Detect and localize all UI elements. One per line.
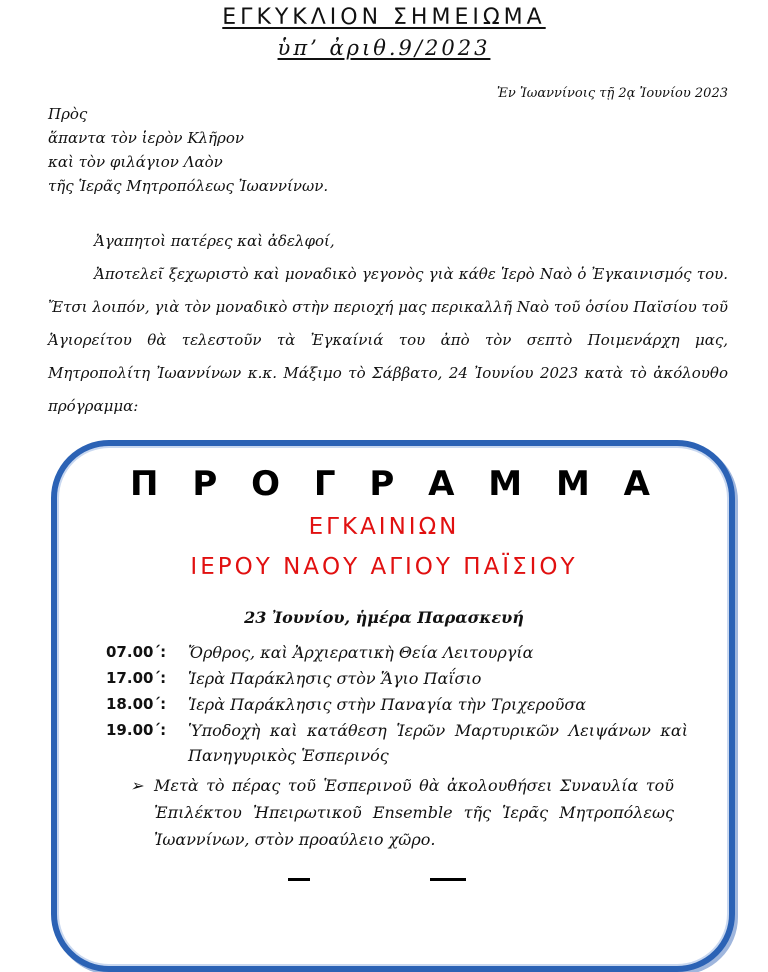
program-title-letter: Ρ	[369, 464, 395, 504]
program-title	[130, 464, 650, 504]
schedule-time: 07.00΄:	[106, 643, 167, 661]
address-line-1: Πρὸς	[48, 105, 88, 123]
program-title-letter: Π	[130, 464, 159, 504]
schedule-text: Ὄρθρος, καὶ Ἀρχιερατικὴ Θεία Λειτουργία	[188, 643, 534, 662]
program-title-letter: Α	[623, 464, 650, 504]
letter-paragraph: Ἀποτελεῖ ξεχωριστὸ καὶ μοναδικὸ γεγονὸς γιὰ κάθε Ἱερὸ Ναὸ ὁ Ἐγκαινισμός του. Ἔτσι λοιπόν, γιὰ τὸν μοναδικὸ στὴν περιοχή μας περικαλλῆ Ναὸ τοῦ ὁσίου Παϊσίου τοῦ Ἁγιορείτου θὰ τελεστοῦν τὰ Ἐγκαίνιά του ἀπὸ τὸν σεπτὸ Ποιμενάρχη μας, Μητροπολίτη Ἰωαννίνων κ.κ. Μάξιμο τὸ Σάββατο, 24 Ἰουνίου 2023 κατὰ τὸ ἀκόλουθο πρόγραμμα:	[48, 265, 728, 415]
schedule-text: Ἱερὰ Παράκλησις στὴν Παναγία τὴν Τριχεροῦσα	[188, 695, 587, 714]
greeting: Ἀγαπητοὶ πατέρες καὶ ἀδελφοί,	[94, 232, 335, 250]
program-title-letter: Ρ	[192, 464, 218, 504]
program-title-letter: Α	[428, 464, 455, 504]
day-heading: 23 Ἰουνίου, ἡμέρα Παρασκευή	[244, 608, 524, 627]
address-line-3: καὶ τὸν φιλάγιον Λαὸν	[48, 153, 223, 171]
schedule-time: 19.00΄:	[106, 721, 167, 739]
address-line-2: ἅπαντα τὸν ἱερὸν Κλῆρον	[48, 129, 244, 147]
place-date: Ἐν Ἰωαννίνοις τῇ 2ᾳ Ἰουνίου 2023	[496, 86, 728, 101]
program-subtitle-1: ΕΓΚΑΙΝΙΩΝ	[308, 514, 460, 540]
program-title-letter: Γ	[313, 464, 336, 504]
program-title-letter: Μ	[488, 464, 523, 504]
schedule-text: Ὑποδοχὴ καὶ κατάθεση Ἱερῶν Μαρτυρικῶν Λειψάνων καὶ Πανηγυρικὸς Ἑσπερινός	[188, 721, 688, 765]
schedule-time: 18.00΄:	[106, 695, 167, 713]
program-title-letter: Ο	[251, 464, 280, 504]
address-line-4: τῆς Ἱερᾶς Μητροπόλεως Ἰωαννίνων.	[48, 177, 329, 195]
program-subtitle-2: ΙΕΡΟΥ ΝΑΟΥ ΑΓΙΟΥ ΠΑΪΣΙΟΥ	[190, 554, 578, 580]
arrow-bullet-icon: ➢	[130, 776, 144, 795]
program-title-letter: Μ	[555, 464, 590, 504]
cut-off-content	[280, 872, 480, 883]
document-title: ΕΓΚΥΚΛΙΟΝ ΣΗΜΕΙΩΜΑ	[222, 5, 546, 30]
schedule-time: 17.00΄:	[106, 669, 167, 687]
program-note-text: Μετὰ τὸ πέρας τοῦ Ἑσπερινοῦ θὰ ἀκολουθήσει Συναυλία τοῦ Ἐπιλέκτου Ἠπειρωτικοῦ Ensemble τῆς Ἱερᾶς Μητροπόλεως Ἰωαννίνων, στὸν προαύλειο χῶρο.	[154, 776, 674, 849]
schedule-text: Ἱερὰ Παράκλησις στὸν Ἅγιο Παΐσιο	[188, 669, 482, 688]
document-number: ὑπ’ ἀριθ.9/2023	[277, 36, 491, 60]
